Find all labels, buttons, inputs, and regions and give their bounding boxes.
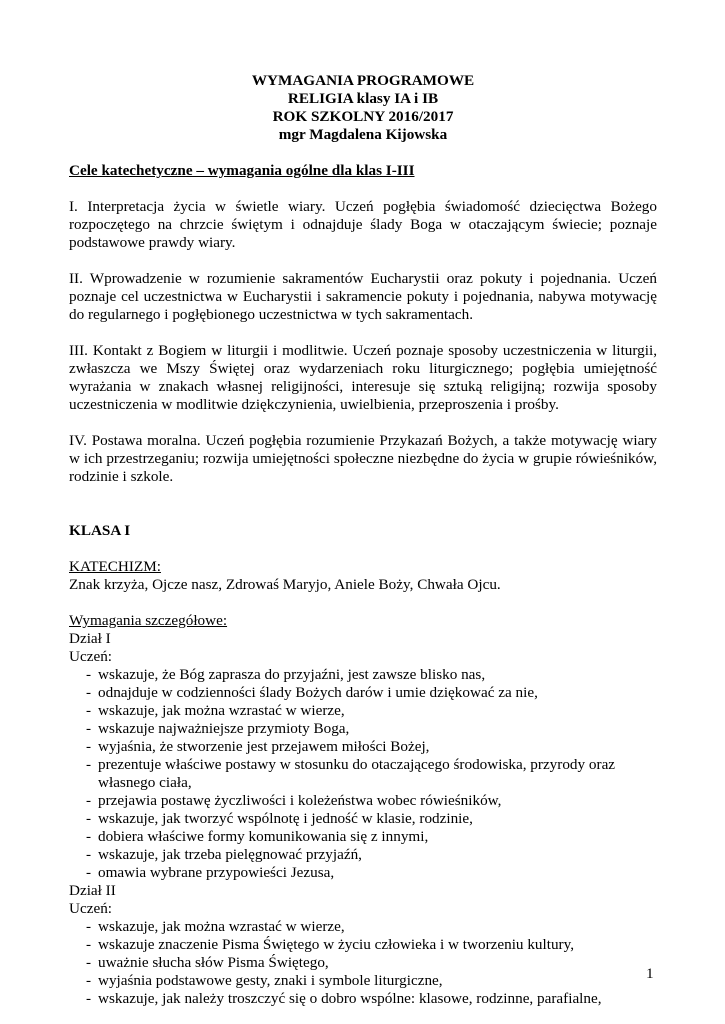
page-number: 1 <box>646 965 654 982</box>
wymagania-label: Wymagania szczegółowe: <box>69 612 228 629</box>
klasa-title: KLASA I <box>69 522 131 539</box>
list-item: - wskazuje, jak tworzyć wspólnotę i jedność w klasie, rodzinie, <box>69 810 657 828</box>
document-page <box>69 62 657 1008</box>
paragraph-4: IV. Postawa moralna. Uczeń pogłębia rozumienie Przykazań Bożych, a także motywację wiary w ich przestrzeganiu; rozwija umiejętności społeczne niezbędne do życia w grupie rówieśników, rodzinie i szkole. <box>69 432 657 485</box>
dzial-2-title: Dział II <box>69 882 116 899</box>
list-item: - wskazuje, jak można wzrastać w wierze, <box>69 918 657 936</box>
paragraph-1: I. Interpretacja życia w świetle wiary. Uczeń pogłębia świadomość dziecięctwa Bożego rozpoczętego na chrzcie świętym i odnajduje ślady Boga w otaczającym świecie; poznaje podstawowe prawdy wiary. <box>69 198 657 251</box>
list-item: - odnajduje w codzienności ślady Bożych darów i umie dziękować za nie, <box>69 684 657 702</box>
header-school-year: ROK SZKOLNY 2016/2017 <box>272 108 454 125</box>
list-item: - wskazuje najważniejsze przymioty Boga, <box>69 720 657 738</box>
paragraph-3: III. Kontakt z Bogiem w liturgii i modlitwie. Uczeń poznaje sposoby uczestniczenia w liturgii, zwłaszcza we Mszy Świętej oraz wydarzeniach roku liturgicznego; pogłębia umiejętność wyrażania w znakach własnej religijności, interesuje się sztuką religijną; rozwija sposoby uczestniczenia w modlitwie dziękczynienia, uwielbienia, przeproszenia i prośby. <box>69 342 657 413</box>
header-subject: RELIGIA klasy IA i IB <box>287 90 439 107</box>
list-item: - wskazuje, jak można wzrastać w wierze, <box>69 702 657 720</box>
section-title: Cele katechetyczne – wymagania ogólne dla klas I-III <box>69 162 415 179</box>
header-author: mgr Magdalena Kijowska <box>278 126 448 143</box>
dzial-1-uczen: Uczeń: <box>69 648 113 665</box>
dzial-2-list <box>69 918 657 1008</box>
list-item: - wskazuje, że Bóg zaprasza do przyjaźni, jest zawsze blisko nas, <box>69 666 657 684</box>
dzial-1-title: Dział I <box>69 630 111 647</box>
list-item: - wskazuje, jak trzeba pielęgnować przyjaźń, <box>69 846 657 864</box>
dzial-2-uczen: Uczeń: <box>69 900 113 917</box>
list-item: - omawia wybrane przypowieści Jezusa, <box>69 864 657 882</box>
header-title: WYMAGANIA PROGRAMOWE <box>251 72 475 89</box>
list-item: - uważnie słucha słów Pisma Świętego, <box>69 954 657 972</box>
katechizm-label: KATECHIZM: <box>69 558 161 575</box>
dzial-1-list <box>69 666 657 882</box>
document-header <box>69 72 657 144</box>
list-item: - wskazuje znaczenie Pisma Świętego w życiu człowieka i w tworzeniu kultury, <box>69 936 657 954</box>
list-item: - wyjaśnia podstawowe gesty, znaki i symbole liturgiczne, <box>69 972 657 990</box>
list-item: - wskazuje, jak należy troszczyć się o dobro wspólne: klasowe, rodzinne, parafialne, <box>69 990 657 1008</box>
paragraph-2: II. Wprowadzenie w rozumienie sakramentów Eucharystii oraz pokuty i pojednania. Uczeń poznaje cel uczestnictwa w Eucharystii i sakramencie pokuty i pojednania, nabywa motywację do regularnego i pogłębionego uczestnictwa w tych sakramentach. <box>69 270 657 323</box>
katechizm-text: Znak krzyża, Ojcze nasz, Zdrowaś Maryjo, Aniele Boży, Chwała Ojcu. <box>69 576 501 593</box>
list-item: - przejawia postawę życzliwości i koleżeństwa wobec rówieśników, <box>69 792 657 810</box>
list-item: - dobiera właściwe formy komunikowania się z innymi, <box>69 828 657 846</box>
list-item: - wyjaśnia, że stworzenie jest przejawem miłości Bożej, <box>69 738 657 756</box>
list-item: - prezentuje właściwe postawy w stosunku do otaczającego środowiska, przyrody oraz własnego ciała, <box>69 756 657 792</box>
